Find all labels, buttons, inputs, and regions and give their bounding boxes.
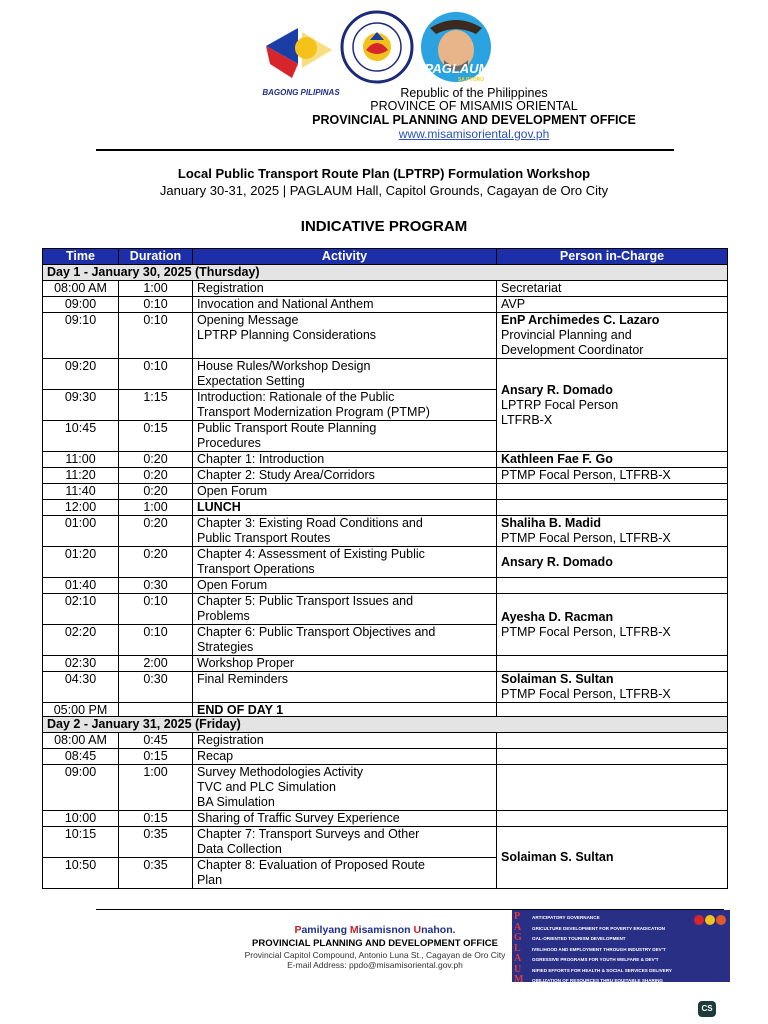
bagong-pilipinas-caption: BAGONG PILIPINAS <box>262 88 340 97</box>
time-cell: 04:30 <box>43 672 119 703</box>
person-role: PTMP Focal Person, LTFRB-X <box>497 468 728 484</box>
day1-program-table <box>42 248 728 719</box>
duration-cell: 0:15 <box>119 749 193 765</box>
header-republic: Republic of the Philippines <box>400 86 548 100</box>
time-cell: 09:20 <box>43 359 119 390</box>
person-cell <box>497 733 728 749</box>
duration-cell: 0:20 <box>119 516 193 547</box>
activity-line: TVC and PLC Simulation <box>197 780 336 794</box>
footer-address: Provincial Capitol Compound, Antonio Luna St., Cagayan de Oro City <box>244 950 506 960</box>
time-cell: 09:00 <box>43 297 119 313</box>
duration-cell: 2:00 <box>119 656 193 672</box>
person-cell <box>497 594 728 656</box>
header-website-link[interactable]: www.misamisoriental.gov.ph <box>398 127 550 141</box>
duration-cell: 0:30 <box>119 578 193 594</box>
activity-line: Plan <box>197 873 223 887</box>
paglaum-agenda-lines <box>532 913 692 982</box>
table-row <box>43 672 728 703</box>
agenda-line: OAL-ORIENTED TOURISM DEVELOPMENT <box>532 936 626 941</box>
acrostic-letter: L <box>514 942 521 954</box>
agenda-line: GGRESSIVE PROGRAMS FOR YOUTH WELFARE & DEV'T <box>532 957 659 962</box>
activity-line: Chapter 4: Assessment of Existing Public <box>197 547 425 561</box>
activity-cell: Workshop Proper <box>193 656 497 672</box>
day2-label: Day 2 - January 31, 2025 (Friday) <box>43 717 728 733</box>
workshop-title: Local Public Transport Route Plan (LPTRP) Formulation Workshop <box>177 166 591 181</box>
activity-cell <box>193 516 497 547</box>
activity-line: Transport Modernization Program (PTMP) <box>197 405 430 419</box>
activity-line: Chapter 8: Evaluation of Proposed Route <box>197 858 425 872</box>
person-cell <box>497 500 728 516</box>
activity-line: BA Simulation <box>197 795 275 809</box>
activity-cell <box>193 359 497 390</box>
activity-cell <box>193 547 497 578</box>
time-cell: 09:30 <box>43 390 119 421</box>
acrostic-letter: P <box>514 911 521 922</box>
time-cell: 11:40 <box>43 484 119 500</box>
activity-line: Strategies <box>197 640 254 654</box>
header-province: PROVINCE OF MISAMIS ORIENTAL <box>370 99 578 113</box>
footer-email: E-mail Address: ppdo@misamisoriental.gov.ph <box>287 960 463 970</box>
table-row <box>43 811 728 827</box>
activity-line: Opening Message <box>197 313 299 327</box>
slogan-letter: P <box>294 924 302 936</box>
person-role: PTMP Focal Person, LTFRB-X <box>501 687 671 701</box>
table-row <box>43 484 728 500</box>
table-row <box>43 313 728 359</box>
header-office: PROVINCIAL PLANNING AND DEVELOPMENT OFFICE <box>312 113 636 127</box>
duration-cell: 0:20 <box>119 452 193 468</box>
duration-cell: 0:15 <box>119 421 193 452</box>
camscanner-badge-icon: CS <box>698 1001 716 1017</box>
agenda-line: GRICULTURE DEVELOPMENT FOR POVERTY ERADICATION <box>532 925 665 931</box>
person-name: Shaliha B. Madid <box>501 516 602 530</box>
acrostic-letter: A <box>514 953 522 964</box>
acrostic-letter: U <box>514 963 522 975</box>
table-row <box>43 516 728 547</box>
person-name: Ayesha D. Racman <box>501 609 614 624</box>
duration-cell: 1:00 <box>119 500 193 516</box>
acrostic-letter: G <box>514 932 522 943</box>
duration-cell: 0:20 <box>119 468 193 484</box>
paglaum-agenda-banner <box>512 910 730 982</box>
activity-cell: Chapter 1: Introduction <box>193 452 497 468</box>
person-name: Ansary R. Domado <box>497 547 728 578</box>
footer-slogan <box>230 924 520 936</box>
duration-cell: 0:20 <box>119 547 193 578</box>
col-header-duration: Duration <box>119 249 193 265</box>
person-cell <box>497 749 728 765</box>
person-name: Kathleen Fae F. Go <box>497 452 728 468</box>
duration-cell: 0:35 <box>119 858 193 889</box>
time-cell: 02:10 <box>43 594 119 625</box>
col-header-time: Time <box>43 249 119 265</box>
slogan-part: isamisnon <box>358 924 414 936</box>
time-cell: 10:50 <box>43 858 119 889</box>
person-cell <box>497 484 728 500</box>
activity-line: Data Collection <box>197 842 282 856</box>
time-cell: 05:00 PM <box>43 703 119 719</box>
activity-cell: Sharing of Traffic Survey Experience <box>193 811 497 827</box>
duration-cell: 0:10 <box>119 625 193 656</box>
table-row <box>43 281 728 297</box>
activity-line: Chapter 5: Public Transport Issues and <box>197 594 414 608</box>
person-name: EnP Archimedes C. Lazaro <box>501 313 660 327</box>
table-row <box>43 578 728 594</box>
table-row <box>43 297 728 313</box>
activity-line: Survey Methodologies Activity <box>197 765 364 779</box>
workshop-subtitle: January 30-31, 2025 | PAGLAUM Hall, Capitol Grounds, Cagayan de Oro City <box>159 183 609 198</box>
activity-cell <box>193 765 497 811</box>
activity-cell <box>193 313 497 359</box>
person-cell <box>497 313 728 359</box>
activity-line: Procedures <box>197 436 261 450</box>
day2-heading-row <box>43 717 728 733</box>
person-role: Provincial Planning and <box>501 328 632 342</box>
person-cell <box>497 811 728 827</box>
duration-cell: 0:35 <box>119 827 193 858</box>
slogan-part: amilyang <box>301 924 350 936</box>
activity-cell: Registration <box>193 733 497 749</box>
person-role: PTMP Focal Person, LTFRB-X <box>501 624 671 639</box>
activity-line: Transport Operations <box>197 562 315 576</box>
activity-cell: Open Forum <box>193 484 497 500</box>
footer-office: PROVINCIAL PLANNING AND DEVELOPMENT OFFICE <box>252 938 498 949</box>
table-header-row <box>43 249 728 265</box>
program-title: INDICATIVE PROGRAM <box>300 218 468 235</box>
time-cell: 01:40 <box>43 578 119 594</box>
table-row <box>43 749 728 765</box>
time-cell: 08:00 AM <box>43 733 119 749</box>
time-cell: 10:45 <box>43 421 119 452</box>
activity-line: Chapter 7: Transport Surveys and Other <box>197 827 420 841</box>
activity-cell: Registration <box>193 281 497 297</box>
time-cell: 09:00 <box>43 765 119 811</box>
duration-cell: 1:15 <box>119 390 193 421</box>
small-seals-icon <box>693 913 727 925</box>
paglaum-wordmark: PAGLAUM <box>424 61 490 76</box>
duration-cell: 0:10 <box>119 359 193 390</box>
table-row <box>43 359 728 390</box>
person-role: LTFRB-X <box>501 412 553 427</box>
time-cell: 11:20 <box>43 468 119 484</box>
day1-label: Day 1 - January 30, 2025 (Thursday) <box>43 265 728 281</box>
activity-cell <box>193 594 497 625</box>
activity-cell: LUNCH <box>193 500 497 516</box>
table-row <box>43 594 728 625</box>
duration-cell: 0:15 <box>119 811 193 827</box>
activity-line: Introduction: Rationale of the Public <box>197 390 395 404</box>
table-row <box>43 765 728 811</box>
acrostic-letter: A <box>514 921 522 933</box>
activity-line: House Rules/Workshop Design <box>197 359 371 373</box>
activity-line: Problems <box>197 609 250 623</box>
activity-cell: Chapter 2: Study Area/Corridors <box>193 468 497 484</box>
col-header-activity: Activity <box>193 249 497 265</box>
duration-cell: 0:30 <box>119 672 193 703</box>
paglaum-logo <box>416 10 496 84</box>
person-cell <box>497 765 728 811</box>
person-name: Ansary R. Domado <box>501 382 613 397</box>
time-cell: 01:00 <box>43 516 119 547</box>
activity-cell <box>193 827 497 858</box>
duration-cell: 0:45 <box>119 733 193 749</box>
activity-cell: Recap <box>193 749 497 765</box>
agenda-line: ARTICIPATORY GOVERNANCE <box>532 915 600 920</box>
activity-line: Public Transport Routes <box>197 531 331 545</box>
person-role: LPTRP Focal Person <box>501 397 619 412</box>
person-cell <box>497 359 728 452</box>
activity-cell: Open Forum <box>193 578 497 594</box>
person-cell <box>497 656 728 672</box>
time-cell: 11:00 <box>43 452 119 468</box>
slogan-letter: M <box>349 924 359 936</box>
activity-cell: Final Reminders <box>193 672 497 703</box>
person-cell <box>497 672 728 703</box>
table-row <box>43 656 728 672</box>
time-cell: 10:15 <box>43 827 119 858</box>
activity-cell <box>193 625 497 656</box>
activity-cell: Invocation and National Anthem <box>193 297 497 313</box>
col-header-person: Person in-Charge <box>497 249 728 265</box>
person-role: PTMP Focal Person, LTFRB-X <box>501 531 671 545</box>
header-divider <box>96 149 674 151</box>
duration-cell: 1:00 <box>119 765 193 811</box>
activity-line: Chapter 6: Public Transport Objectives and <box>197 625 436 639</box>
paglaum-acrostic <box>514 912 530 982</box>
activity-cell <box>193 421 497 452</box>
time-cell: 08:00 AM <box>43 281 119 297</box>
paglaum-subtext: SA PYORO <box>457 77 485 83</box>
time-cell: 01:20 <box>43 547 119 578</box>
table-row <box>43 547 728 578</box>
time-cell: 02:20 <box>43 625 119 656</box>
person-cell: Secretariat <box>497 281 728 297</box>
activity-line: Chapter 3: Existing Road Conditions and <box>197 516 423 530</box>
person-cell: AVP <box>497 297 728 313</box>
time-cell: 10:00 <box>43 811 119 827</box>
agenda-line: NIFIED EFFORTS FOR HEALTH & SOCIAL SERVICES DELIVERY <box>532 967 672 973</box>
activity-line: Public Transport Route Planning <box>197 421 377 435</box>
agenda-line: IVELIHOOD AND EMPLOYMENT THROUGH INDUSTRY DEV'T <box>532 946 666 952</box>
person-name: Solaiman S. Sultan <box>497 827 728 889</box>
activity-cell <box>193 390 497 421</box>
table-row <box>43 468 728 484</box>
time-cell: 12:00 <box>43 500 119 516</box>
time-cell: 08:45 <box>43 749 119 765</box>
bagong-pilipinas-logo <box>262 24 340 97</box>
duration-cell: 0:10 <box>119 594 193 625</box>
person-name: Solaiman S. Sultan <box>501 672 614 686</box>
table-row <box>43 827 728 858</box>
duration-cell: 0:10 <box>119 313 193 359</box>
time-cell: 09:10 <box>43 313 119 359</box>
province-seal-icon <box>340 10 414 84</box>
time-cell: 02:30 <box>43 656 119 672</box>
activity-cell: END OF DAY 1 <box>193 703 497 719</box>
slogan-letter: U <box>413 924 422 936</box>
activity-line: Expectation Setting <box>197 374 305 388</box>
duration-cell: 0:20 <box>119 484 193 500</box>
slogan-part: nahon. <box>421 924 456 936</box>
duration-cell: 1:00 <box>119 281 193 297</box>
table-row <box>43 733 728 749</box>
agenda-line: OBILIZATION OF RESOURCES THRU EQUITABLE SHARING <box>532 978 664 982</box>
activity-line: LPTRP Planning Considerations <box>197 328 377 342</box>
person-role: Development Coordinator <box>501 343 644 357</box>
day2-program-table <box>42 716 728 889</box>
day1-heading-row <box>43 265 728 281</box>
person-cell <box>497 578 728 594</box>
duration-cell: 0:10 <box>119 297 193 313</box>
activity-cell <box>193 858 497 889</box>
table-row <box>43 452 728 468</box>
person-cell <box>497 516 728 547</box>
table-row <box>43 500 728 516</box>
acrostic-letter: M <box>514 974 524 982</box>
